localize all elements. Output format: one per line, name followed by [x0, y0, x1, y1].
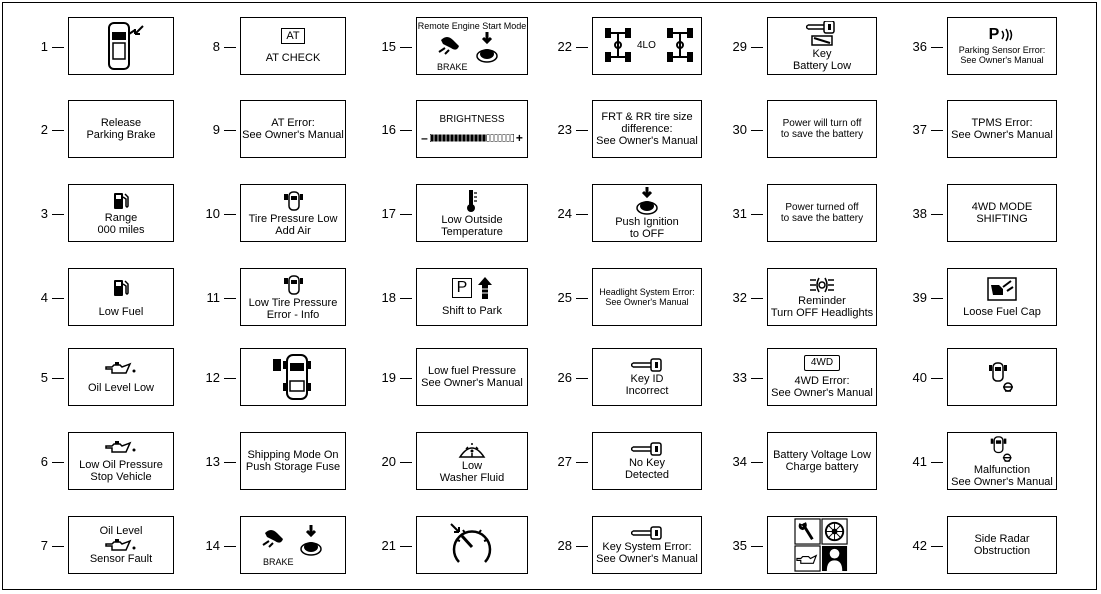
item-1	[14, 17, 174, 79]
door-open-icon	[91, 20, 151, 72]
message-line: SHIFTING	[976, 213, 1028, 225]
message-line: Obstruction	[973, 545, 1031, 557]
warning-box	[68, 516, 174, 574]
thermometer-icon	[464, 189, 480, 213]
item-14	[186, 516, 346, 578]
warning-box	[767, 17, 877, 75]
shift-indicator	[452, 277, 493, 299]
item-number: 31	[732, 206, 747, 221]
message-line: AT Error:	[271, 117, 315, 129]
item-9	[186, 100, 346, 162]
item-number: 23	[557, 122, 572, 137]
message-line: See Owner's Manual	[596, 135, 698, 147]
brightness-scale	[421, 131, 523, 145]
parking-sensor-indicator	[989, 27, 1016, 43]
leader-line	[751, 47, 763, 48]
item-35	[713, 516, 873, 578]
message-line: Side Radar	[974, 533, 1030, 545]
item-6	[14, 432, 174, 494]
item-number: 3	[40, 206, 48, 221]
item-27	[538, 432, 698, 494]
item-number: 15	[381, 39, 396, 54]
leader-line	[751, 298, 763, 299]
leader-line	[751, 546, 763, 547]
leader-line	[576, 378, 588, 379]
leader-line	[576, 130, 588, 131]
warning-box	[592, 348, 702, 406]
message-line: Turn OFF Headlights	[770, 307, 874, 319]
leader-line	[52, 214, 64, 215]
message-line: Detected	[624, 469, 670, 481]
up-arrow-icon	[478, 277, 492, 299]
warning-box	[240, 100, 346, 158]
item-32	[713, 268, 873, 330]
warning-box	[592, 268, 702, 326]
item-number: 1	[40, 39, 48, 54]
tpms-sensor-icon	[987, 361, 1017, 393]
leader-line	[52, 298, 64, 299]
warning-box	[767, 516, 877, 574]
message-line: Temperature	[441, 226, 503, 238]
4lo-label: 4LO	[637, 40, 656, 51]
warning-box	[416, 184, 528, 242]
item-number: 17	[381, 206, 396, 221]
item-number: 25	[557, 290, 572, 305]
warning-box	[68, 100, 174, 158]
leader-line	[931, 462, 943, 463]
cruise-control-icon	[447, 522, 497, 568]
message-line: FRT & RR tire size	[601, 111, 693, 123]
oil-can-icon	[104, 361, 138, 375]
item-number: 6	[40, 454, 48, 469]
leader-line	[400, 546, 412, 547]
warning-box	[240, 432, 346, 490]
headlight-icon	[806, 276, 838, 294]
tpms-sensor-icon	[989, 435, 1015, 463]
message-line: Power turned off	[785, 202, 859, 213]
item-number: 7	[40, 538, 48, 553]
item-19	[362, 348, 522, 410]
leader-line	[931, 214, 943, 215]
item-18	[362, 268, 522, 330]
brake-label: BRAKE	[263, 557, 294, 567]
message-line: See Owner's Manual	[960, 55, 1044, 65]
message-line: Push Storage Fuse	[245, 461, 341, 473]
warning-box	[767, 268, 877, 326]
message-line: See Owner's Manual	[596, 553, 698, 565]
leader-line	[931, 47, 943, 48]
item-28	[538, 516, 698, 578]
leader-line	[931, 298, 943, 299]
item-7	[14, 516, 174, 578]
park-letter: P	[988, 26, 1000, 43]
item-13	[186, 432, 346, 494]
item-15	[362, 17, 527, 79]
tire-position-icon	[263, 351, 323, 403]
message-line: Parking Brake	[86, 129, 156, 141]
item-number: 32	[732, 290, 747, 305]
leader-line	[52, 378, 64, 379]
leader-line	[751, 214, 763, 215]
item-number: 38	[912, 206, 927, 221]
message-line: 000 miles	[97, 224, 145, 236]
brake-label: BRAKE	[437, 62, 468, 72]
item-29	[713, 17, 873, 79]
leader-line	[224, 130, 236, 131]
warning-box	[240, 184, 346, 242]
item-number: 19	[381, 370, 396, 385]
brightness-bar-icon	[430, 134, 514, 142]
leader-line	[931, 130, 943, 131]
item-number: 30	[732, 122, 747, 137]
warning-box	[416, 432, 528, 490]
item-21	[362, 516, 522, 578]
warning-box	[767, 432, 877, 490]
leader-line	[52, 47, 64, 48]
item-24	[538, 184, 698, 246]
warning-box	[68, 17, 174, 75]
item-26	[538, 348, 698, 410]
message-line: to OFF	[629, 228, 665, 240]
item-number: 34	[732, 454, 747, 469]
message-line: to save the battery	[780, 129, 864, 140]
message-line: Battery Low	[792, 60, 852, 72]
item-31	[713, 184, 873, 246]
message-line: Reminder	[798, 295, 846, 307]
message-line: Sensor Fault	[89, 553, 153, 565]
message-line: Oil Level Low	[87, 382, 155, 394]
warning-box	[947, 17, 1057, 75]
item-number: 4	[40, 290, 48, 305]
item-number: 20	[381, 454, 396, 469]
item-11	[186, 268, 346, 330]
item-number: 5	[40, 370, 48, 385]
leader-line	[400, 462, 412, 463]
message-line: Low Tire Pressure	[248, 297, 338, 309]
tire-pressure-icon	[282, 274, 304, 296]
leader-line	[751, 130, 763, 131]
warning-box	[240, 348, 346, 406]
warning-box	[68, 432, 174, 490]
item-22	[538, 17, 698, 79]
message-line: Release	[100, 117, 142, 129]
at-indicator: AT	[281, 28, 304, 44]
item-34	[713, 432, 873, 494]
warning-box	[947, 100, 1057, 158]
item-8	[186, 17, 346, 79]
warning-box	[416, 100, 528, 158]
warning-box	[947, 184, 1057, 242]
item-37	[893, 100, 1053, 162]
message-line: difference:	[621, 123, 673, 135]
message-line: Washer Fluid	[439, 472, 505, 484]
item-17	[362, 184, 522, 246]
leader-line	[576, 214, 588, 215]
brake-push-button-icon	[437, 32, 507, 64]
leader-line	[224, 546, 236, 547]
leader-line	[400, 130, 412, 131]
oil-can-icon	[104, 440, 138, 454]
message-line: Key System Error:	[602, 541, 692, 553]
message-line: See Owner's Manual	[242, 129, 344, 141]
message-line: Error - Info	[266, 309, 320, 321]
item-number: 42	[912, 538, 927, 553]
sensor-waves-icon	[999, 28, 1015, 42]
oil-can-icon	[104, 538, 138, 552]
item-number: 14	[205, 538, 220, 553]
message-line: Oil Level	[99, 525, 143, 537]
item-30	[713, 100, 873, 162]
leader-line	[576, 298, 588, 299]
leader-line	[224, 298, 236, 299]
message-line: AT CHECK	[265, 52, 321, 64]
item-36	[893, 17, 1053, 79]
item-25	[538, 268, 698, 330]
fuel-pump-icon	[112, 191, 130, 211]
leader-line	[751, 462, 763, 463]
leader-line	[224, 462, 236, 463]
key-icon	[631, 442, 663, 456]
warning-box	[416, 516, 528, 574]
item-number: 11	[206, 290, 220, 305]
warning-box	[68, 268, 174, 326]
fuel-pump-icon	[112, 277, 130, 299]
leader-line	[400, 47, 412, 48]
message-line: Incorrect	[625, 385, 669, 397]
message-line: See Owner's Manual	[951, 476, 1053, 488]
message-line: Malfunction	[973, 464, 1031, 476]
item-number: 28	[557, 538, 572, 553]
message-line: Charge battery	[785, 461, 859, 473]
minus-sign: –	[421, 130, 428, 145]
message-line: Range	[104, 212, 138, 224]
item-number: 2	[40, 122, 48, 137]
warning-box	[592, 432, 702, 490]
item-number: 10	[205, 206, 220, 221]
warning-box	[240, 516, 346, 574]
item-33	[713, 348, 873, 410]
item-2	[14, 100, 174, 162]
message-line: Battery Voltage Low	[773, 449, 871, 461]
item-16	[362, 100, 522, 162]
item-38	[893, 184, 1053, 246]
message-line: Key ID	[630, 373, 664, 385]
item-number: 39	[912, 290, 927, 305]
item-number: 27	[557, 454, 572, 469]
warning-box	[240, 268, 346, 326]
leader-line	[400, 298, 412, 299]
message-line: See Owner's Manual	[605, 297, 689, 307]
item-number: 8	[212, 39, 220, 54]
leader-line	[931, 378, 943, 379]
item-number: 35	[732, 538, 747, 553]
leader-line	[52, 130, 64, 131]
item-number: 9	[212, 122, 220, 137]
item-number: 36	[912, 39, 927, 54]
message-line: Key	[812, 48, 832, 60]
leader-line	[224, 378, 236, 379]
message-line: No Key	[628, 457, 666, 469]
item-41	[893, 432, 1053, 494]
item-20	[362, 432, 522, 494]
message-line: Remote Engine Start Mode	[417, 21, 527, 31]
washer-fluid-icon	[457, 439, 487, 459]
leader-line	[576, 462, 588, 463]
item-39	[893, 268, 1053, 330]
message-line: Low fuel Pressure	[427, 365, 517, 377]
leader-line	[52, 462, 64, 463]
item-number: 18	[381, 290, 396, 305]
item-number: 22	[557, 39, 572, 54]
message-line: Tire Pressure Low	[248, 213, 338, 225]
message-line: Power will turn off	[782, 118, 862, 129]
warning-box	[240, 17, 346, 75]
item-number: 37	[912, 122, 927, 137]
4wd-indicator: 4WD	[804, 355, 840, 371]
tire-pressure-icon	[282, 190, 304, 212]
park-letter: P	[452, 278, 473, 298]
warning-box	[416, 17, 528, 75]
message-line: Parking Sensor Error:	[958, 45, 1046, 55]
message-line: Low Fuel	[98, 306, 144, 318]
item-40	[893, 348, 1053, 410]
message-line: Low Outside	[441, 214, 503, 226]
maintenance-grid-icon	[782, 518, 862, 572]
item-number: 12	[205, 370, 220, 385]
item-number: 40	[912, 370, 927, 385]
item-12	[186, 348, 346, 410]
message-line: Shipping Mode On	[247, 449, 339, 461]
warning-box	[947, 348, 1057, 406]
item-number: 24	[557, 206, 572, 221]
warning-box	[947, 268, 1057, 326]
push-button-icon	[634, 187, 660, 215]
item-number: 33	[732, 370, 747, 385]
key-icon	[631, 358, 663, 372]
leader-line	[224, 47, 236, 48]
warning-box	[592, 516, 702, 574]
message-line: Loose Fuel Cap	[963, 306, 1041, 318]
message-line: 4WD MODE	[971, 201, 1033, 213]
warning-box	[767, 100, 877, 158]
message-line: See Owner's Manual	[771, 387, 873, 399]
item-3	[14, 184, 174, 246]
warning-box	[592, 17, 702, 75]
item-number: 16	[381, 122, 396, 137]
warning-box	[416, 348, 528, 406]
message-line: Low	[461, 460, 483, 472]
item-4	[14, 268, 174, 330]
message-line: Push Ignition	[615, 216, 679, 228]
warning-box	[416, 268, 528, 326]
leader-line	[224, 214, 236, 215]
brake-push-button-icon	[261, 523, 331, 559]
message-line: Add Air	[275, 225, 311, 237]
warning-box	[68, 348, 174, 406]
key-icon	[631, 526, 663, 540]
item-number: 29	[732, 39, 747, 54]
item-number: 41	[912, 454, 927, 469]
leader-line	[751, 378, 763, 379]
message-line: 4WD Error:	[794, 375, 850, 387]
item-number: 26	[557, 370, 572, 385]
message-line: Stop Vehicle	[90, 471, 152, 483]
fuel-cap-icon	[987, 277, 1017, 301]
warning-box	[767, 184, 877, 242]
leader-line	[400, 378, 412, 379]
warning-box	[947, 516, 1057, 574]
message-line: TPMS Error:	[971, 117, 1033, 129]
leader-line	[931, 546, 943, 547]
item-number: 21	[381, 538, 396, 553]
warning-box	[947, 432, 1057, 490]
item-number: 13	[205, 454, 220, 469]
leader-line	[52, 546, 64, 547]
message-line: See Owner's Manual	[421, 377, 523, 389]
message-line: Headlight System Error:	[599, 287, 695, 297]
leader-line	[576, 47, 588, 48]
item-5	[14, 348, 174, 410]
warning-box	[592, 184, 702, 242]
message-line: to save the battery	[780, 213, 864, 224]
key-battery-icon	[806, 21, 838, 47]
warning-box	[767, 348, 877, 406]
item-23	[538, 100, 698, 162]
message-line: Low Oil Pressure	[79, 459, 163, 471]
item-42	[893, 516, 1053, 578]
warning-box	[68, 184, 174, 242]
plus-sign: +	[515, 130, 523, 145]
message-line: BRIGHTNESS	[439, 113, 505, 125]
leader-line	[576, 546, 588, 547]
item-10	[186, 184, 346, 246]
message-line: See Owner's Manual	[951, 129, 1053, 141]
leader-line	[400, 214, 412, 215]
warning-box	[592, 100, 702, 158]
message-line: Shift to Park	[442, 305, 502, 317]
